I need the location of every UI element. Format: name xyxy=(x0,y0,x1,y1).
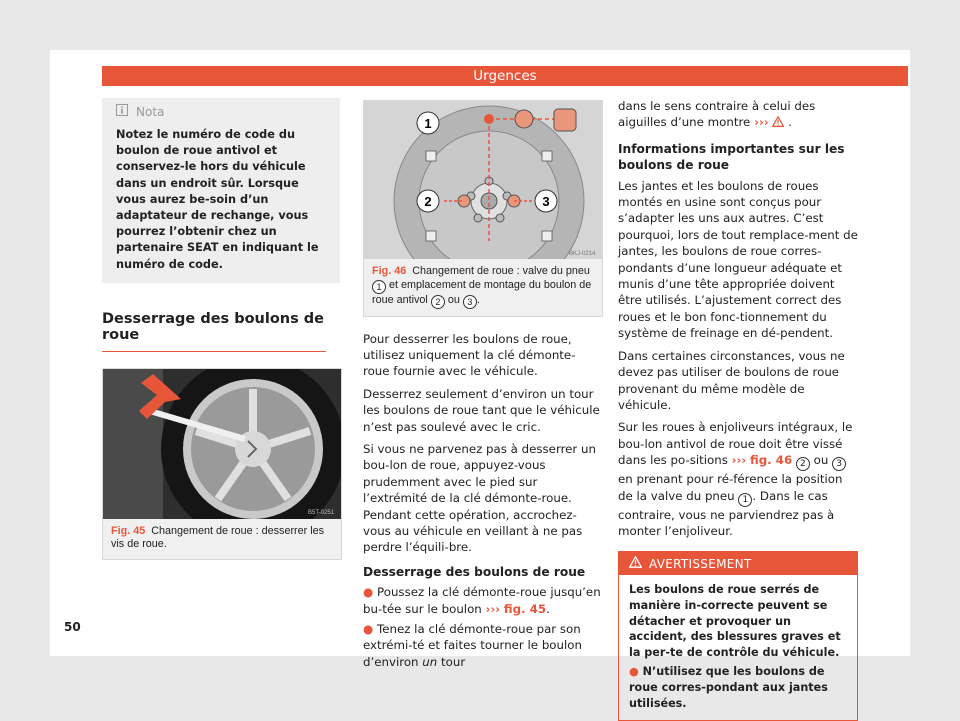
column-3 xyxy=(618,98,858,721)
paragraph: Pour desserrer les boulons de roue, utilisez uniquement la clé démonte-roue fournie avec le véhicule. xyxy=(363,331,576,379)
paragraph: Dans certaines circonstances, vous ne devez pas utiliser de boulons de roue provenant du même modèle de véhicule. xyxy=(618,348,845,412)
warning-bullet: ● N’utilisez que les boulons de roue corres-pondant aux jantes utilisées. xyxy=(629,665,828,710)
bullet-icon: ● xyxy=(363,622,374,636)
figure-label: Fig. 45 xyxy=(111,524,146,537)
column-1 xyxy=(102,98,340,560)
wheel-diagram xyxy=(364,101,602,259)
list-item: ● Poussez la clé démonte-roue jusqu’en bu-tée sur le boulon ››› fig. 45. xyxy=(363,585,601,616)
figure-45 xyxy=(102,368,342,560)
warning-title: AVERTISSEMENT xyxy=(649,556,752,571)
paragraph: Si vous ne parvenez pas à desserrer un bou-lon de roue, appuyez-vous prudemment avec le pied sur l’extrémité de la clé démonte-roue. Pendant cette opération, accrochez-vous au véhicule en veillant à ne pas perdre l’équili-bre. xyxy=(363,441,596,555)
figure-46-caption: Fig. 46 Changement de roue : valve du pneu 1 et emplacement de montage du boulon de roue antivol 2 ou 3 . xyxy=(372,265,592,307)
figure-code: BKJ-0214 xyxy=(569,251,596,257)
manual-page xyxy=(50,50,910,710)
figure-46 xyxy=(363,100,603,317)
figure-45-caption: Fig. 45 Changement de roue : desserrer les vis de roue. xyxy=(111,524,325,551)
warning-triangle-icon xyxy=(629,556,642,571)
warning-body: Les boulons de roue serrés de manière in-correcte peuvent se détacher et provoquer un accident, des blessures graves et la per-te de contrôle du véhicule. xyxy=(629,583,841,659)
callout-3: 3 xyxy=(542,194,550,209)
figure-label: Fig. 46 xyxy=(372,265,407,277)
paragraph: dans le sens contraire à celui des aiguilles d’une montre ››› . xyxy=(618,99,816,130)
warning-triangle-icon[interactable] xyxy=(772,115,788,129)
list-item: ● Tenez la clé démonte-roue par son extrémi-té et faites tourner le boulon d’environ un tour xyxy=(363,622,582,669)
bullet-icon: ● xyxy=(363,585,374,600)
column-2 xyxy=(363,98,601,670)
section-header: Urgences xyxy=(102,66,908,86)
bullet-icon: ● xyxy=(629,665,639,679)
section-heading: Desserrage des boulons de roue xyxy=(102,311,326,352)
subheading: Informations importantes sur les boulons de roue xyxy=(618,141,845,173)
arrow-ref-icon: ››› xyxy=(754,115,769,130)
paragraph: Desserrez seulement d’environ un tour les boulons de roue tant que le véhicule n’est pas soulevé avec le cric. xyxy=(363,386,600,434)
figure-link[interactable]: fig. 45 xyxy=(503,601,547,616)
figure-code: B5T-0251 xyxy=(308,509,335,516)
note-body: Notez le numéro de code du boulon de roue antivol et conservez-le hors du véhicule dans un endroit sûr. Lorsque vous aurez be-soin d’un adaptateur de rechange, vous pourrez l’obtenir chez un partenaire SEAT en indiquant le numéro de code. xyxy=(116,128,319,271)
warning-box xyxy=(618,551,858,721)
note-title: Nota xyxy=(136,104,165,119)
arrow-ref-icon: ››› xyxy=(731,453,747,468)
callout-2: 2 xyxy=(424,194,432,209)
note-box xyxy=(102,98,340,283)
callout-1: 1 xyxy=(424,116,432,131)
page-number: 50 xyxy=(64,620,81,634)
wheel-photo xyxy=(103,369,341,519)
info-icon xyxy=(116,104,128,119)
subheading: Desserrage des boulons de roue xyxy=(363,564,586,579)
paragraph: Les jantes et les boulons de roues montés en usine sont conçus pour s’adapter les uns aux autres. C’est pourquoi, lors de tout remplace-ment de jantes, les boulons de roue corres-pondants d’une longueur adéquate et munis d’une tête appropriée doivent être utilisés. L’ajustement correct des roues et le bon fonc-tionnement du système de freinage en dé-pendent. xyxy=(618,178,858,341)
arrow-ref-icon: ››› xyxy=(485,601,501,616)
paragraph: Sur les roues à enjoliveurs intégraux, le bou-lon antivol de roue doit être vissé dans les po-sitions ››› fig. 46 2 ou 3 en prenant pour ré-férence la position de la valve du pneu 1 . Dans le cas contraire, vous ne parviendrez pas à monter l’enjoliveur. xyxy=(618,420,853,538)
figure-link[interactable]: fig. 46 xyxy=(749,453,793,468)
